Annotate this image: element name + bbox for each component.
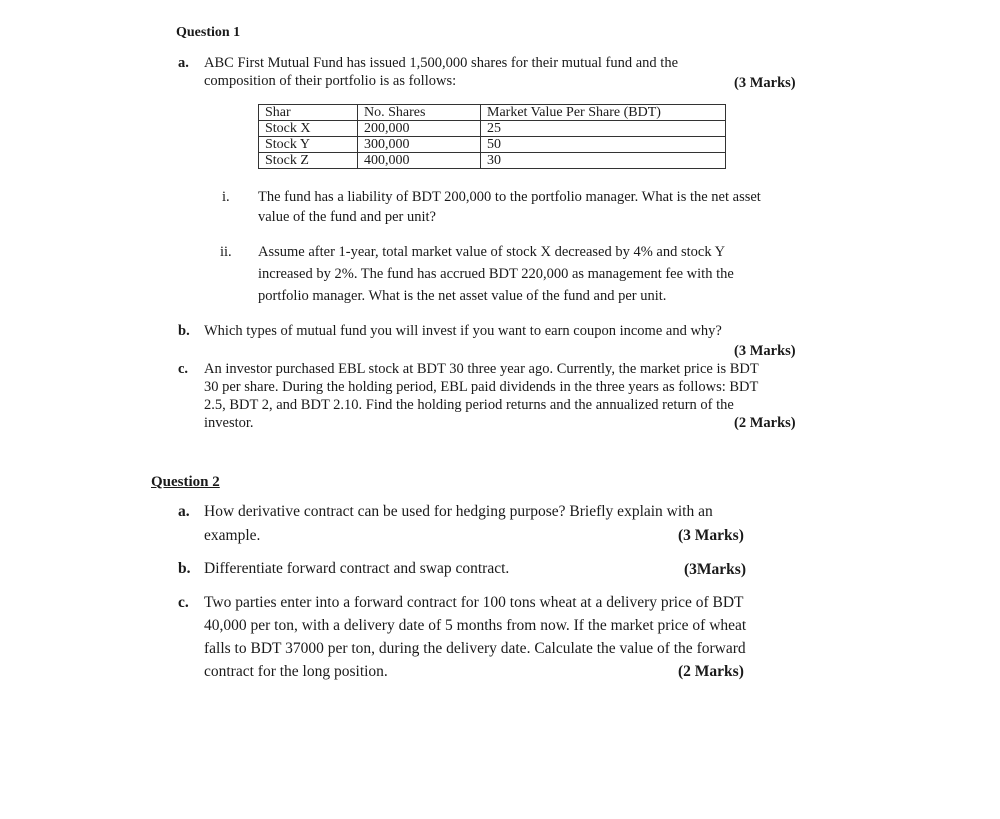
q1-c-line3: 2.5, BDT 2, and BDT 2.10. Find the holding period returns and the annualized return of the	[204, 397, 734, 413]
q1-a-ii-line3: portfolio manager. What is the net asset value of the fund and per unit.	[258, 288, 667, 304]
q2-a-marks: (3 Marks)	[678, 527, 744, 544]
portfolio-table	[258, 104, 726, 169]
q1-c-line2: 30 per share. During the holding period, EBL paid dividends in the three years as follows: BDT	[204, 379, 759, 395]
q1-a-marks: (3 Marks)	[734, 75, 796, 91]
table-header: Shar	[259, 105, 358, 121]
q1-a-ii-label: ii.	[220, 244, 232, 260]
table-row	[259, 153, 726, 169]
q2-c-line1: Two parties enter into a forward contract for 100 tons wheat at a delivery price of BDT	[204, 594, 744, 611]
q1-b-label: b.	[178, 323, 190, 339]
q1-c-marks: (2 Marks)	[734, 415, 796, 431]
q1-b-line1: Which types of mutual fund you will invest if you want to earn coupon income and why?	[204, 323, 722, 339]
table-cell: 300,000	[358, 137, 481, 153]
q1-a-i-line2: value of the fund and per unit?	[258, 209, 436, 225]
table-cell: Stock Y	[259, 137, 358, 153]
q1-c-line4: investor.	[204, 415, 254, 431]
table-cell: Stock Z	[259, 153, 358, 169]
q2-c-line3: falls to BDT 37000 per ton, during the delivery date. Calculate the value of the forward	[204, 640, 746, 657]
q2-b-marks: (3Marks)	[684, 561, 746, 578]
table-cell: 30	[481, 153, 726, 169]
q2-a-label: a.	[178, 503, 190, 520]
q1-a-line2: composition of their portfolio is as follows:	[204, 73, 457, 89]
q1-a-label: a.	[178, 55, 189, 71]
q1-a-i-line1: The fund has a liability of BDT 200,000 to the portfolio manager. What is the net asset	[258, 189, 761, 205]
q2-c-line4: contract for the long position.	[204, 663, 388, 680]
q1-a-line1: ABC First Mutual Fund has issued 1,500,000 shares for their mutual fund and the	[204, 55, 679, 71]
q1-c-label: c.	[178, 361, 189, 377]
table-row	[259, 121, 726, 137]
table-row	[259, 137, 726, 153]
question-1-heading: Question 1	[176, 25, 241, 40]
table-cell: 400,000	[358, 153, 481, 169]
question-2-heading: Question 2	[151, 474, 220, 490]
q2-c-line2: 40,000 per ton, with a delivery date of 5 months from now. If the market price of wheat	[204, 617, 747, 634]
q1-a-ii-line1: Assume after 1-year, total market value of stock X decreased by 4% and stock Y	[258, 244, 726, 260]
q2-a-line1: How derivative contract can be used for hedging purpose? Briefly explain with an	[204, 503, 713, 520]
q2-b-line1: Differentiate forward contract and swap contract.	[204, 560, 510, 577]
table-cell: 50	[481, 137, 726, 153]
q1-a-i-label: i.	[222, 189, 230, 205]
table-header: No. Shares	[358, 105, 481, 121]
q1-b-marks: (3 Marks)	[734, 343, 796, 359]
q2-c-marks: (2 Marks)	[678, 663, 744, 680]
q1-c-line1: An investor purchased EBL stock at BDT 30 three year ago. Currently, the market price is BDT	[204, 361, 759, 377]
q2-b-label: b.	[178, 560, 191, 577]
table-header-row	[259, 105, 726, 121]
table-cell: 200,000	[358, 121, 481, 137]
table-cell: 25	[481, 121, 726, 137]
table-cell: Stock X	[259, 121, 358, 137]
table-header: Market Value Per Share (BDT)	[481, 105, 726, 121]
q2-a-line2: example.	[204, 527, 261, 544]
q1-a-ii-line2: increased by 2%. The fund has accrued BDT 220,000 as management fee with the	[258, 266, 734, 282]
q2-c-label: c.	[178, 594, 189, 611]
